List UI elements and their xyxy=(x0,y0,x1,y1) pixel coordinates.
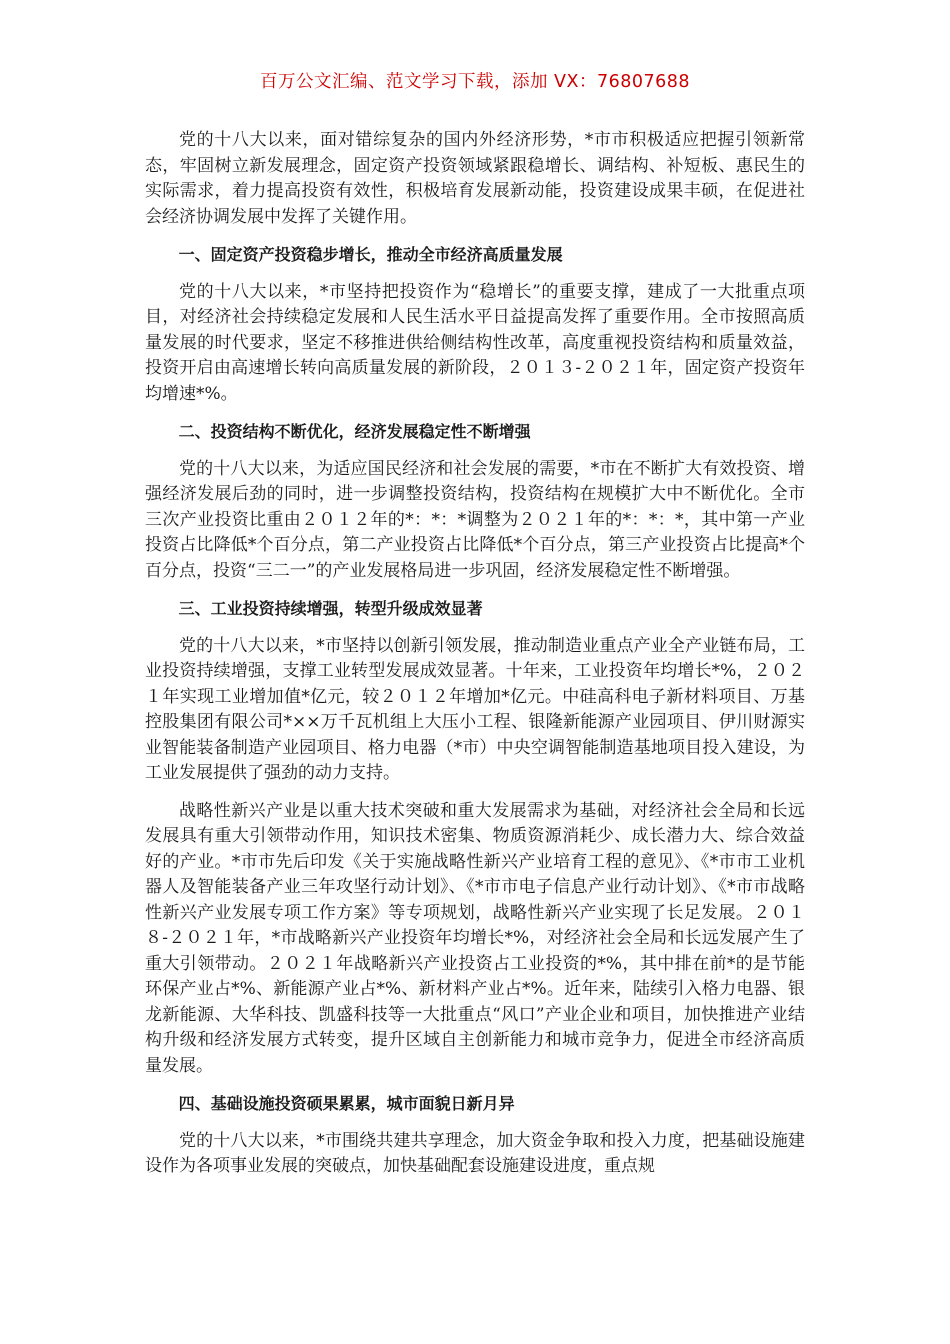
section-1-heading: 一、固定资产投资稳步增长，推动全市经济高质量发展 xyxy=(178,245,563,264)
section-3-paragraph-2: 战略性新兴产业是以重大技术突破和重大发展需求为基础，对经济社会全局和长远发展具有重大引领带动作用，知识技术密集、物质资源消耗少、成长潜力大、综合效益好的产业。*市市先后印发《关于实施战略性新兴产业培育工程的意见》、《*市市工业机器人及智能装备产业三年攻坚行动计划》、《*市市电子信息产业行动计划》、《*市市战略性新兴产业发展专项工作方案》等专项规划，战略性新兴产业实现了长足发展。２０１８-２０２１年，*市战略新兴产业投资年均增长*%，对经济社会全局和长远发展产生了重大引领带动。２０２１年战略新兴产业投资占工业投资的*%，其中排在前*的是节能环保产业占*%、新能源产业占*%、新材料产业占*%。近年来，陆续引入格力电器、银龙新能源、大华科技、凯盛科技等一大批重点“风口”产业企业和项目，加快推进产业结构升级和经济发展方式转变，提升区域自主创新能力和城市竞争力，促进全市经济高质量发展。 xyxy=(145,800,805,1076)
intro-paragraph: 党的十八大以来，面对错综复杂的国内外经济形势，*市市积极适应把握引领新常态，牢固树立新发展理念，固定资产投资领域紧跟稳增长、调结构、补短板、惠民生的实际需求，着力提高投资有效性，积极培育发展新动能，投资建设成果丰硕，在促进社会经济协调发展中发挥了关键作用。 xyxy=(145,130,805,227)
section-3-paragraph-1: 党的十八大以来，*市坚持以创新引领发展，推动制造业重点产业全产业链布局，工业投资持续增强，支撑工业转型发展成效显著。十年来，工业投资年均增长*%，２０２１年实现工业增加值*亿元，较２０１２年增加*亿元。中硅高科电子新材料项目、万基控股集团有限公司*××万千瓦机组上大压小工程、银隆新能源产业园项目、伊川财源实业智能装备制造产业园项目、格力电器（*市）中央空调智能制造基地项目投入建设，为工业发展提供了强劲的动力支持。 xyxy=(145,635,805,783)
section-4-paragraph: 党的十八大以来，*市围绕共建共享理念，加大资金争取和投入力度，把基础设施建设作为各项事业发展的突破点，加快基础配套设施建设进度，重点规 xyxy=(145,1130,805,1176)
document-body xyxy=(145,128,805,1192)
watermark-banner: 百万公文汇编、范文学习下载，添加 VX：76807688 xyxy=(259,72,691,92)
section-4-heading: 四、基础设施投资硕果累累，城市面貌日新月异 xyxy=(178,1094,515,1113)
section-3-heading: 三、工业投资持续增强，转型升级成效显著 xyxy=(178,599,483,618)
section-2-heading: 二、投资结构不断优化，经济发展稳定性不断增强 xyxy=(178,422,531,441)
section-2-paragraph: 党的十八大以来，为适应国民经济和社会发展的需要，*市在不断扩大有效投资、增强经济发展后劲的同时，进一步调整投资结构，投资结构在规模扩大中不断优化。全市三次产业投资比重由２０１２年的*：*：*调整为２０２１年的*：*：*，其中第一产业投资占比降低*个百分点，第二产业投资占比降低*个百分点，第三产业投资占比提高*个百分点，投资“三二一”的产业发展格局进一步巩固，经济发展稳定性不断增强。 xyxy=(145,458,805,581)
section-1-paragraph: 党的十八大以来，*市坚持把投资作为“稳增长”的重要支撑，建成了一大批重点项目，对经济社会持续稳定发展和人民生活水平日益提高发挥了重要作用。全市按照高质量发展的时代要求，坚定不移推进供给侧结构性改革，高度重视投资结构和质量效益，投资开启由高速增长转向高质量发展的新阶段，２０１３-２０２１年，固定资产投资年均增速*%。 xyxy=(145,281,805,404)
